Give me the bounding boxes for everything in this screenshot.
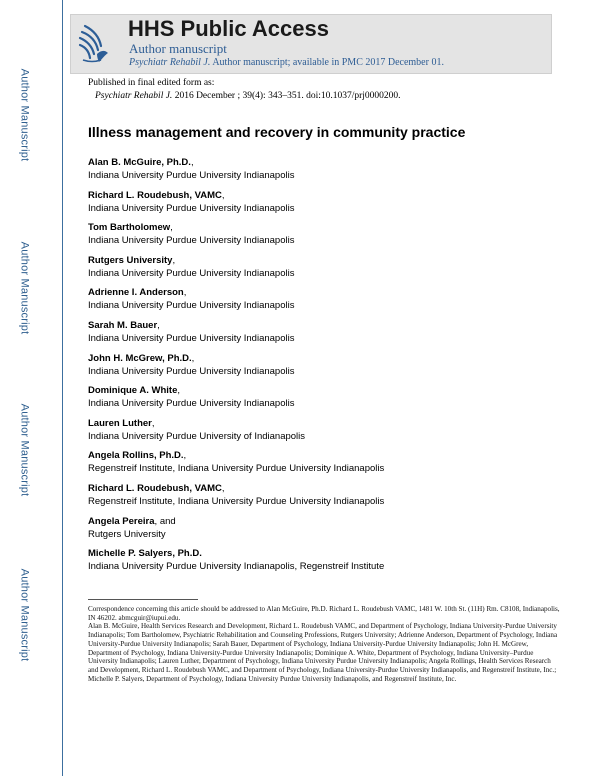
author-entry: Richard L. Roudebush, VAMC, Indiana University Purdue University Indianapolis — [88, 189, 558, 222]
author-affiliation: Indiana University Purdue University Indianapolis — [88, 235, 295, 247]
author-affiliation: Indiana University Purdue University Indianapolis, Regenstreif Institute — [88, 561, 385, 573]
side-label-author-manuscript: Author Manuscript — [18, 403, 31, 497]
author-entry: Angela Rollins, Ph.D., Regenstreif Institute, Indiana University Purdue University Indianapolis — [88, 449, 558, 482]
author-entry: Alan B. McGuire, Ph.D., Indiana University Purdue University Indianapolis — [88, 156, 558, 189]
citation-journal: Psychiatr Rehabil J. — [95, 91, 173, 101]
author-name: Adrienne I. Anderson — [88, 287, 184, 299]
author-name: Richard L. Roudebush, VAMC — [88, 482, 222, 494]
author-affiliation: Indiana University Purdue University Indianapolis — [88, 300, 295, 312]
published-label: Published in final edited form as: — [88, 78, 215, 88]
author-name: Rutgers University — [88, 254, 173, 266]
author-entry: Tom Bartholomew, Indiana University Purdue University Indianapolis — [88, 221, 558, 254]
correspondence-note: Correspondence concerning this article should be addressed to Alan McGuire, Ph.D. Richard L. Roudebush VAMC, 1481 W. 10th St. (11H) Rm. C8108, Indianapolis, IN 46202. abmcguir@iupui.edu. — [88, 605, 560, 622]
publication-info — [88, 77, 401, 103]
author-entry: Richard L. Roudebush, VAMC, Regenstreif Institute, Indiana University Purdue University Indianapolis — [88, 482, 558, 515]
author-affiliation: Indiana University Purdue University Indianapolis — [88, 267, 295, 279]
author-entry: John H. McGrew, Ph.D., Indiana University Purdue University Indianapolis — [88, 352, 558, 385]
side-label-author-manuscript: Author Manuscript — [18, 568, 31, 662]
author-entry: Rutgers University, Indiana University Purdue University Indianapolis — [88, 254, 558, 287]
citation — [88, 90, 401, 103]
author-entry: Adrienne I. Anderson, Indiana University Purdue University Indianapolis — [88, 286, 558, 319]
affiliations-note: Alan B. McGuire, Health Services Research and Development, Richard L. Roudebush VAMC, and Department of Psychology, Indiana University-Purdue University Indianapolis; Tom Bartholomew, Psychiatric Rehabilitation and Counseling Professions, Rutgers University; Adrienne Anderson, Department of Psychology, Indiana University-Purdue University Indianapolis; Sarah Bauer, Department of Psychology, Indiana University-Purdue University Indianapolis; John H. McGrew, Department of Psychology, Indiana University-Purdue University Indianapolis; Dominique A. White, Department of Psychology, Indiana University–Purdue University Indianapolis; Lauren Luther, Department of Psychology, Indiana University Purdue University Indianapolis; Angela Rollings, Health Services Research and Development, Richard L. Roudebush VAMC, and Department of Psychology, Indiana University-Purdue University Indianapolis, and Regenstreif Institute, Inc.; Michelle P. Salyers, Department of Psychology, Indiana University Purdue University Indianapolis, and Regenstreif Institute, Inc. — [88, 622, 558, 683]
side-label-author-manuscript: Author Manuscript — [18, 68, 31, 162]
article-title: Illness management and recovery in community practice — [88, 124, 466, 140]
citation-details: 2016 December ; 39(4): 343–351. doi:10.1037/prj0000200. — [174, 91, 401, 101]
author-name: Angela Rollins, Ph.D. — [88, 450, 184, 462]
author-name: Richard L. Roudebush, VAMC — [88, 189, 222, 201]
author-affiliation: Indiana University Purdue University Indianapolis — [88, 332, 295, 344]
side-label-author-manuscript: Author Manuscript — [18, 241, 31, 335]
author-affiliation: Indiana University Purdue University Indianapolis — [88, 170, 295, 181]
author-manuscript-label: Author manuscript — [129, 41, 227, 56]
author-name: Lauren Luther — [88, 417, 152, 429]
author-name: Tom Bartholomew — [88, 222, 171, 234]
author-affiliation: Indiana University Purdue University Indianapolis — [88, 365, 295, 377]
author-entry: Dominique A. White, Indiana University Purdue University Indianapolis — [88, 384, 558, 417]
journal-abbrev: Psychiatr Rehabil J. — [129, 57, 211, 68]
author-affiliation: Regenstreif Institute, Indiana University Purdue University Indianapolis — [88, 463, 385, 475]
hhs-title: HHS Public Access — [128, 16, 329, 41]
author-entry — [88, 547, 558, 580]
author-name: Alan B. McGuire, Ph.D. — [88, 157, 191, 168]
author-name: Michelle P. Salyers, Ph.D. — [88, 548, 202, 560]
author-name: John H. McGrew, Ph.D. — [88, 352, 192, 364]
author-affiliation: Regenstreif Institute, Indiana University Purdue University Indianapolis — [88, 495, 385, 507]
side-rule — [62, 0, 63, 776]
footnote-divider — [88, 599, 198, 600]
footnotes — [88, 605, 560, 683]
author-entry: Lauren Luther, Indiana University Purdue University of Indianapolis — [88, 417, 558, 450]
author-affiliation: Indiana University Purdue University Indianapolis — [88, 202, 295, 214]
author-entry: Sarah M. Bauer, Indiana University Purdue University Indianapolis — [88, 319, 558, 352]
author-name: Sarah M. Bauer — [88, 319, 158, 331]
author-affiliation: Rutgers University — [88, 528, 166, 540]
author-list — [88, 156, 558, 580]
author-affiliation: Indiana University Purdue University of Indianapolis — [88, 430, 306, 442]
author-entry: Angela Pereira, and Rutgers University — [88, 515, 558, 548]
author-name: Angela Pereira — [88, 515, 155, 527]
author-name: Dominique A. White — [88, 385, 178, 397]
availability-text: Author manuscript; available in PMC 2017 December 01. — [212, 57, 444, 68]
author-affiliation: Indiana University Purdue University Indianapolis — [88, 398, 295, 410]
hhs-eagle-logo-icon — [76, 18, 114, 68]
availability-line — [129, 57, 444, 68]
